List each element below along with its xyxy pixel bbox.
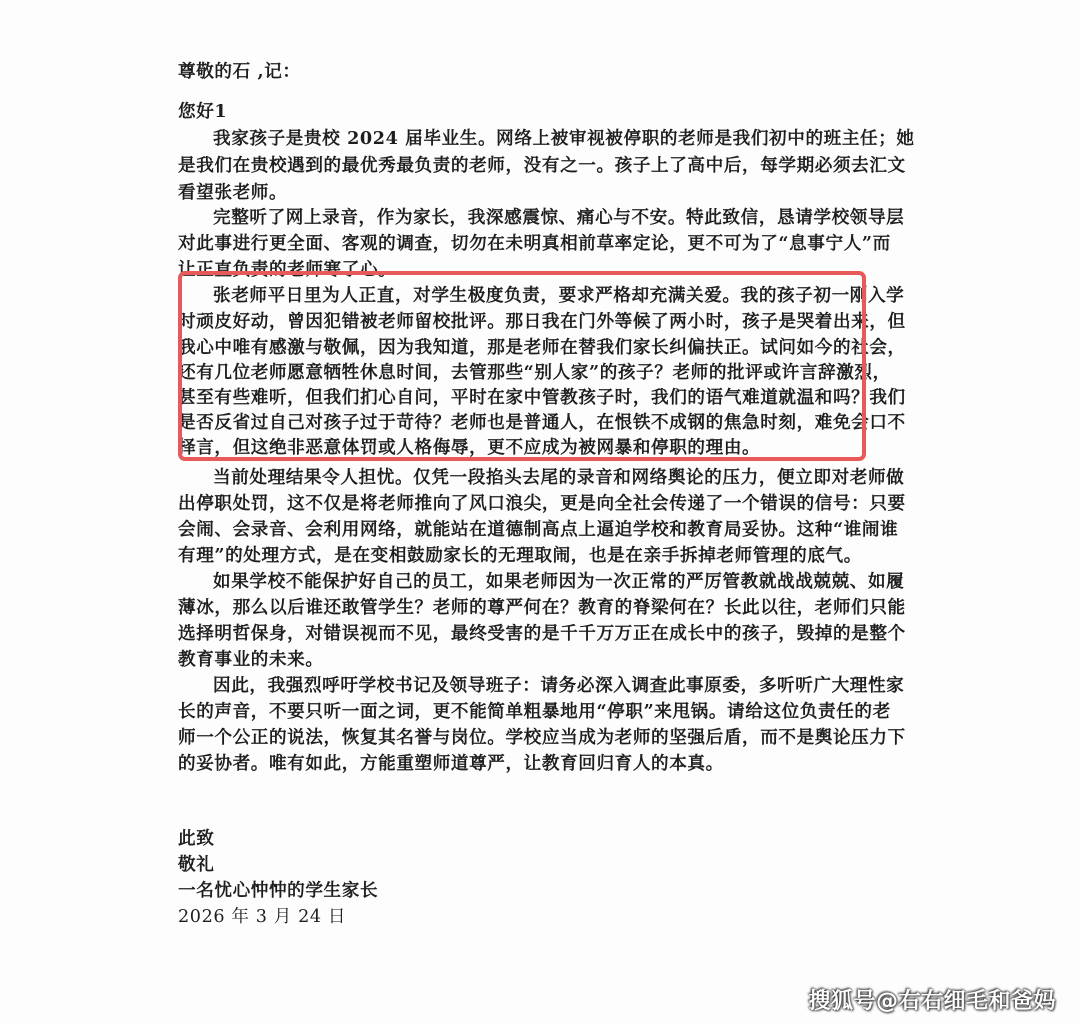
paragraph-3-line-4: 还有几位老师愿意牺牲休息时间，去管那些“别人家”的孩子？老师的批评或许言辞激烈， — [178, 362, 891, 383]
paragraph-1-line-2: 是我们在贵校遇到的最优秀最负责的老师，没有之一。孩子上了高中后，每学期必须去汇文 — [178, 155, 906, 176]
paragraph-3-line-5: 甚至有些难听，但我们扪心自问，平时在家中管教孩子时，我们的语气难道就温和吗？我们 — [178, 387, 906, 408]
paragraph-2-line-3: 让正直负责的老师寒了心。 — [178, 259, 397, 280]
paragraph-3-line-2: 时顽皮好动，曾因犯错被老师留校批评。那日我在门外等候了两小时，孩子是哭着出来，但 — [178, 311, 906, 332]
paragraph-3-line-7: 择言，但这绝非恶意体罚或人格侮辱，更不应成为被网暴和停职的理由。 — [178, 437, 761, 458]
letter-salutation: 尊敬的石 ,记： — [178, 61, 301, 82]
paragraph-2-line-2: 对此事进行更全面、客观的调查，切勿在未明真相前草率定论，更不可为了“息事宁人”而 — [178, 233, 891, 254]
paragraph-5-line-2: 薄冰，那么以后谁还敢管学生？老师的尊严何在？教育的脊梁何在？长此以往，老师们只能 — [178, 597, 906, 618]
paragraph-6-line-1: 因此，我强烈呼吁学校书记及领导班子：请务必深入调查此事原委，多听听广大理性家 — [213, 675, 905, 696]
closing-signature: 一名忧心忡忡的学生家长 — [178, 880, 379, 901]
paragraph-3-line-6: 是否反省过自己对孩子过于苛待？老师也是普通人，在恨铁不成钢的焦急时刻，难免会口不 — [178, 412, 906, 433]
paragraph-1-line-3: 看望张老师。 — [178, 182, 288, 203]
letter-date: 2026 年 3 月 24 日 — [178, 907, 347, 927]
paragraph-5-line-3: 选择明哲保身，对错误视而不见，最终受害的是千千万万正在成长中的孩子，毁掉的是整个 — [178, 623, 906, 644]
highlight-box — [178, 271, 866, 461]
paragraph-4-line-4: 有理”的处理方式，是在变相鼓励家长的无理取闹，也是在亲手拆掉老师管理的底气。 — [178, 545, 862, 566]
paragraph-4-line-1: 当前处理结果令人担忧。仅凭一段掐头去尾的录音和网络舆论的压力，便立即对老师做 — [213, 467, 905, 488]
paragraph-5-line-4: 教育事业的未来。 — [178, 649, 324, 670]
paragraph-2-line-1: 完整听了网上录音，作为家长，我深感震惊、痛心与不安。特此致信，恳请学校领导层 — [213, 207, 905, 228]
paragraph-4-line-2: 出停职处罚，这不仅是将老师推向了风口浪尖，更是向全社会传递了一个错误的信号：只要 — [178, 493, 906, 514]
letter-greeting: 您好1 — [178, 101, 228, 122]
paragraph-3-line-1: 张老师平日里为人正直，对学生极度负责，要求严格却充满关爱。我的孩子初一刚入学 — [213, 285, 905, 306]
paragraph-6-line-4: 的妥协者。唯有如此，方能重塑师道尊严，让教育回归育人的本真。 — [178, 753, 724, 774]
paragraph-1-line-1: 我家孩子是贵校 2024 届毕业生。网络上被审视被停职的老师是我们初中的班主任；她 — [213, 128, 915, 149]
paragraph-5-line-1: 如果学校不能保护好自己的员工，如果老师因为一次正常的严厉管教就战战兢兢、如履 — [213, 571, 905, 592]
paragraph-3-line-3: 我心中唯有感激与敬佩，因为我知道，那是老师在替我们家长纠偏扶正。试问如今的社会， — [178, 337, 906, 358]
paragraph-6-line-3: 师一个公正的说法，恢复其名誉与岗位。学校应当成为老师的坚强后盾，而不是舆论压力下 — [178, 727, 906, 748]
watermark: 搜狐号@右右细毛和爸妈 — [808, 989, 1056, 1014]
closing-line-1: 此致 — [178, 828, 215, 849]
closing-line-2: 敬礼 — [178, 854, 215, 875]
paragraph-6-line-2: 长的声音，不要只听一面之词，更不能简单粗暴地用“停职”来甩锅。请给这位负责任的老 — [178, 701, 891, 722]
paragraph-4-line-3: 会闹、会录音、会利用网络，就能站在道德制高点上逼迫学校和教育局妥协。这种“谁闹谁 — [178, 519, 899, 540]
